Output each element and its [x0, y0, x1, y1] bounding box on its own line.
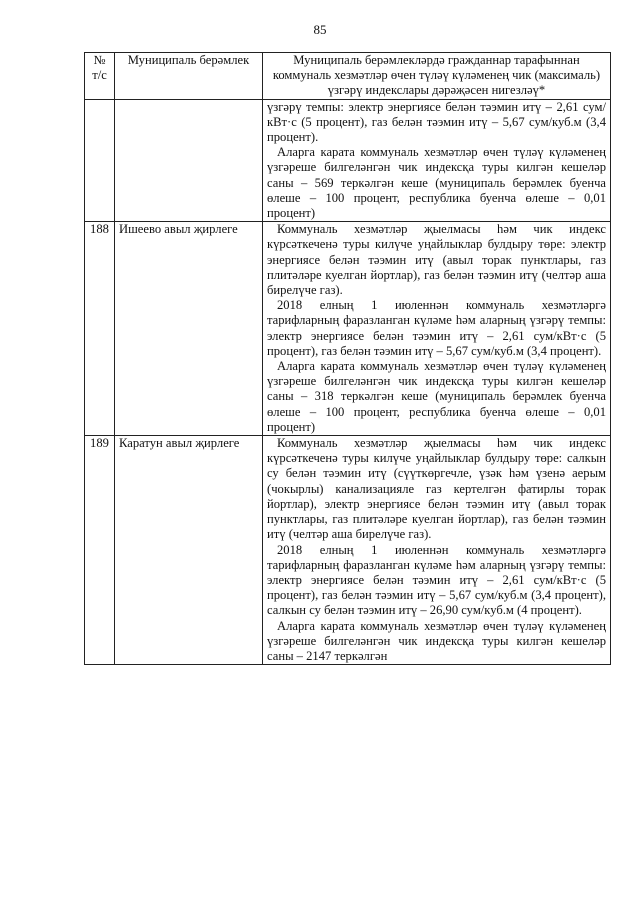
row-num-cell: 188 — [85, 222, 115, 436]
paragraph: Коммуналь хезмәтләр җыелмасы һәм чик индекс күрсәткеченә туры килүче уңайлыклар булдыру төре: салкын су белән тәэмин итү (сүүткөргечле, үзәк һәм үзенә аерым (чокырлы) канализацияле газ кертелгән фатирлы торак йортлар), электр энергиясе белән тәэмин итү (авыл торак пунктлары, газ плитәләре куелган йортлар), газ белән тәэмин итү (челтәр аша бирелүче газ). — [267, 436, 606, 542]
paragraph: Коммуналь хезмәтләр җыелмасы һәм чик индекс күрсәткеченә туры килүче уңайлыклар булдыру төре: электр энергиясе белән тәэмин итү (авыл торак пунктлары, газ плитәләре куелган йортлар), газ белән тәэмин итү (челтәр аша бирелүче газ). — [267, 222, 606, 298]
row-num-cell — [85, 99, 115, 222]
paragraph: үзгәрү темпы: электр энергиясе белән тәэмин итү – 2,61 сум/кВт·с (5 процент), газ белән тәэмин итү – 5,67 сум/куб.м (3,4 процент). — [267, 99, 606, 145]
paragraph: Аларга карата коммуналь хезмәтләр өчен түләү күләменең үзгәреше билгеләнгән чик индексқа туры килгән кешеләр саны – 569 теркәлгән кеше (муниципаль берәмлек буенча өлеше – 100 процент, республика буенча өлеше – 0,01 процент) — [267, 145, 606, 221]
table-row-189 — [85, 436, 611, 665]
table-header-row — [85, 53, 611, 100]
header-text: Муниципаль берәмлекләрдә гражданнар тарафыннан коммуналь хезмәтләр өчен түләү күләменең чик (максималь) үзгәрү индекслары дәрәҗәсен нигезләү* — [263, 53, 611, 100]
paragraph: Аларга карата коммуналь хезмәтләр өчен түләү күләменең үзгәреше билгеләнгән чик индексқа туры килгән кешеләр саны – 2147 теркәлгән — [267, 618, 606, 663]
header-num: № т/с — [85, 53, 115, 100]
paragraph: Аларга карата коммуналь хезмәтләр өчен түләү күләменең үзгәреше билгеләнгән чик индексқа туры килгән кешеләр саны – 318 теркәлгән кеше (муниципаль берәмлек буенча өлеше – 100 процент, республика буенча өлеше – 0,01 процент) — [267, 359, 606, 434]
header-municipality: Муниципаль берәмлек — [115, 53, 263, 100]
row-municipality-cell: Ишеево авыл җирлеге — [115, 222, 263, 436]
paragraph: 2018 елның 1 июленнән коммуналь хезмәтләргә тарифларның фаразланган күләме һәм аларның үзгәрү темпы: электр энергиясе белән тәэмин итү – 2,61 сум/кВт·с (5 процент), газ белән тәэмин итү – 5,67 сум/куб.м (3,4 процент), салкын су белән тәэмин итү – 26,90 сум/куб.м (4 процент). — [267, 542, 606, 618]
row-num-cell: 189 — [85, 436, 115, 665]
indices-table — [84, 52, 611, 665]
table-row-continuation — [85, 99, 611, 222]
row-text-cell — [263, 99, 611, 222]
row-text-cell — [263, 222, 611, 436]
row-text-cell — [263, 436, 611, 665]
page-number: 85 — [313, 22, 327, 37]
paragraph: 2018 елның 1 июленнән коммуналь хезмәтләргә тарифларның фаразланган күләме һәм аларның үзгәрү темпы: электр энергиясе белән тәэмин итү – 2,61 сум/кВт·с (5 процент), газ белән тәэмин итү – 5,67 сум/куб.м (3,4 процент). — [267, 298, 606, 358]
table-row-188 — [85, 222, 611, 436]
row-municipality-cell: Каратун авыл җирлеге — [115, 436, 263, 665]
row-municipality-cell — [115, 99, 263, 222]
